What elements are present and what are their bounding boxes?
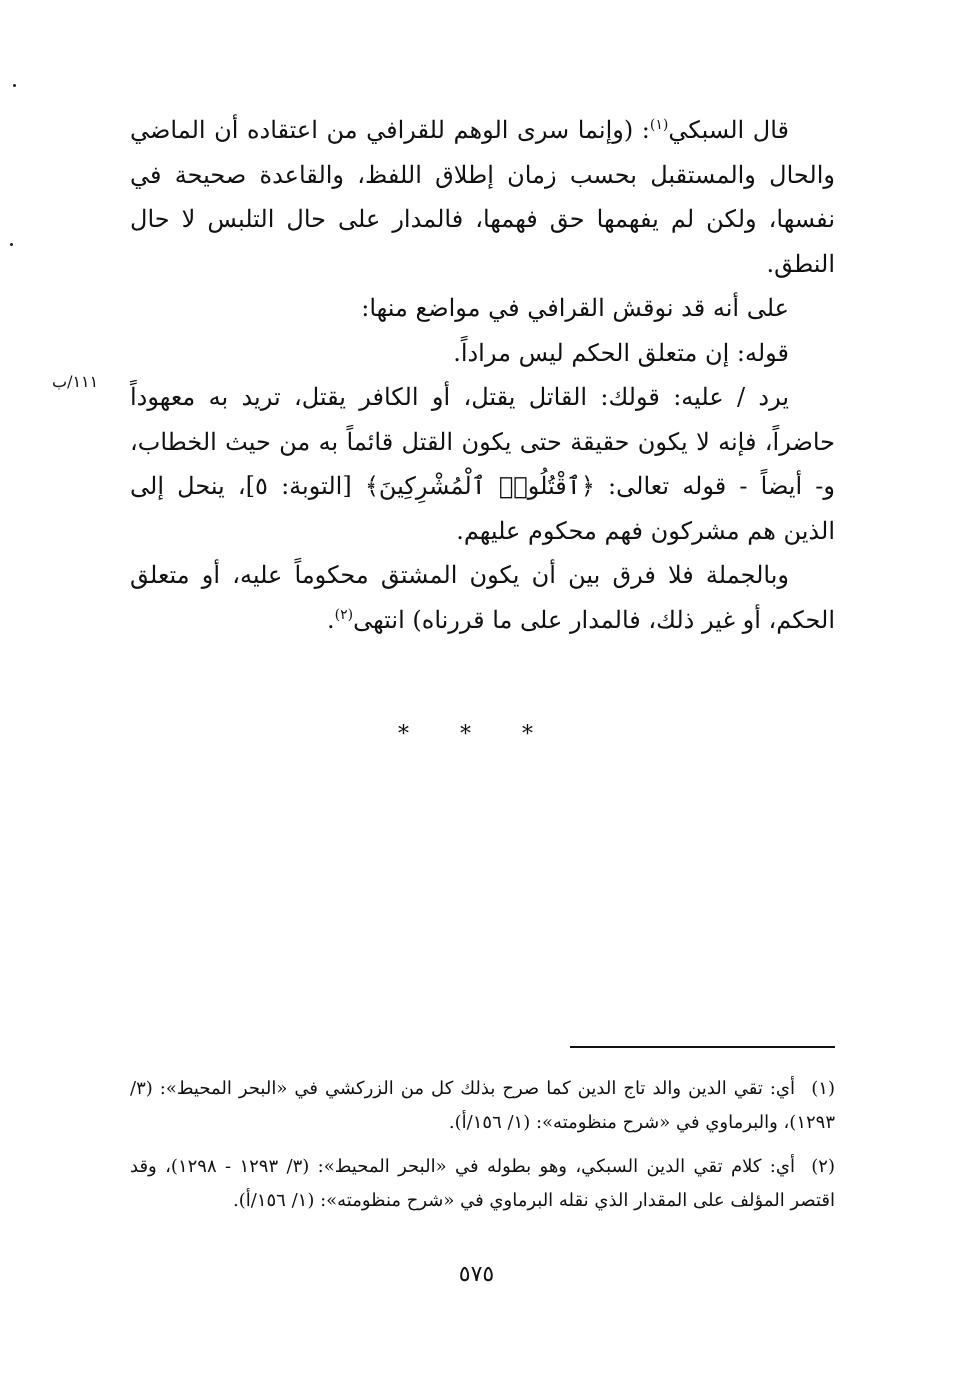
footnote-ref: (١) [649,117,669,133]
footnote-text: أي: تقي الدين والد تاج الدين كما صرح بذلك كل من الزركشي في «البحر المحيط»: (٣/ ١٢٩٣)، والبرماوي في «شرح منظومته»: (١/ ١٥٦/أ). [130,1078,835,1133]
footnote-1 [130,1072,835,1140]
scan-speck [13,84,16,87]
main-text [130,108,835,642]
paragraph-text: . [326,605,335,634]
paragraph-2: على أنه قد نوقش القرافي في مواضع منها: [361,294,789,322]
paragraph-text: قال السبكي [668,116,789,144]
paragraph-5 [130,553,835,642]
footnote-number: (٢) [811,1156,835,1177]
footnote-number: (١) [811,1078,835,1099]
page-number: ٥٧٥ [458,1262,495,1287]
paragraph-4: يرد / عليه: قولك: القاتل يقتل، أو الكافر يقتل، تريد به معهوداً حاضراً، فإنه لا يكون حقيقة حتى يكون القتل قائماً به من حيث الخطاب، و- أيضاً - قوله تعالى: ﴿ٱقْتُلُوا۟ ٱلْمُشْرِكِينَ﴾ [التوبة: ٥]، ينحل إلى الذين هم مشركون فهم محكوم عليهم. [130,383,835,545]
footnote-text: أي: كلام تقي الدين السبكي، وهو بطوله في «البحر المحيط»: (٣/ ١٢٩٣ - ١٢٩٨)، وقد اقتصر المؤلف على المقدار الذي نقله البرماوي في «شرح منظومته»: (١/ ١٥٦/أ). [130,1156,835,1211]
footnote-2 [130,1150,835,1218]
paragraph-3: قوله: إن متعلق الحكم ليس مراداً. [453,338,789,367]
paragraph-text: وبالجملة فلا فرق بين أن يكون المشتق محكوماً عليه، أو متعلق الحكم، أو غير ذلك، فالمدار على ما قررناه) انتهى [130,561,835,634]
paragraph-1 [130,108,835,286]
section-separator: * * * [398,722,555,747]
footnote-ref: (٢) [334,606,354,623]
manuscript-folio-marker: ١١١/ب [52,372,99,391]
footnote-divider [570,1046,835,1048]
scan-speck [10,243,13,246]
paragraph-text: : (وإنما سرى الوهم للقرافي من اعتقاده أن الماضي والحال والمستقبل بحسب زمان إطلاق اللفظ، والقاعدة صحيحة في نفسها، ولكن لم يفهمها حق فهمها، فالمدار على حال التلبس لا حال النطق. [130,116,835,278]
